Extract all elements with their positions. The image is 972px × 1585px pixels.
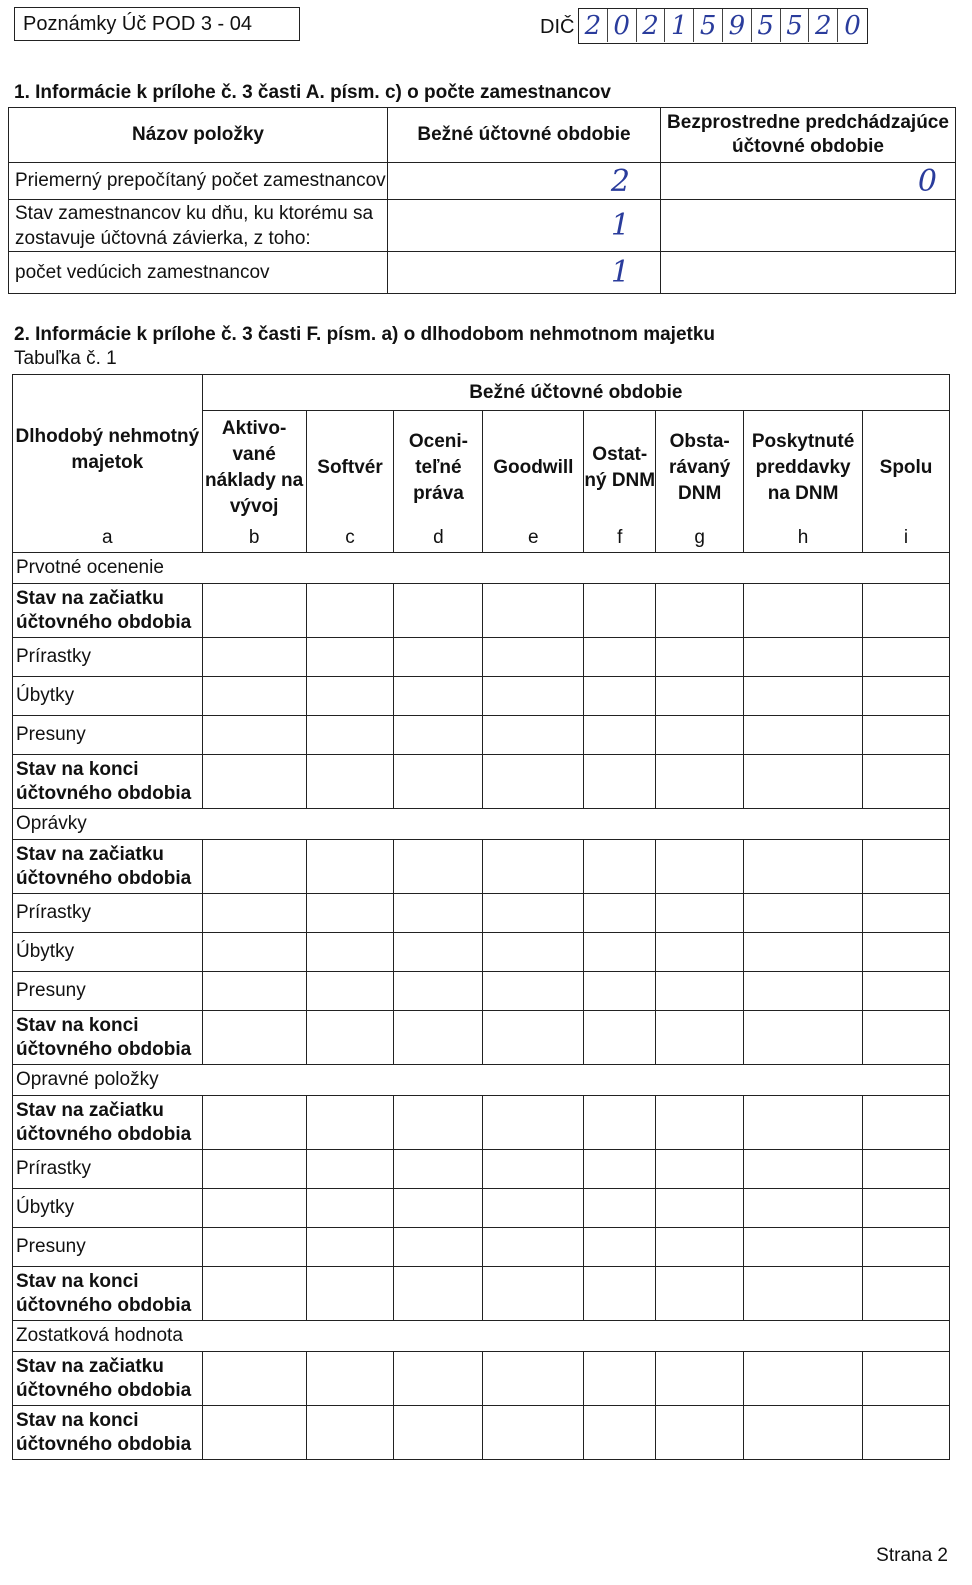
table-row	[13, 840, 950, 894]
value-cell[interactable]	[483, 755, 584, 809]
col-header: Oceni-teľné práva	[394, 411, 483, 525]
value-cell[interactable]	[656, 1267, 744, 1321]
value-cell[interactable]	[306, 677, 394, 716]
value-cell[interactable]	[483, 933, 584, 972]
value-cell[interactable]	[744, 1011, 863, 1065]
col-header: Spolu	[863, 411, 950, 525]
dic-digit: 9	[723, 9, 752, 42]
value-cell[interactable]	[584, 1096, 656, 1150]
value-cell[interactable]	[656, 755, 744, 809]
dic-digit: 5	[781, 9, 810, 42]
row-label: Presuny	[13, 972, 203, 1011]
table-row	[13, 1352, 950, 1406]
value-cell[interactable]	[483, 1267, 584, 1321]
value-cell[interactable]	[483, 1096, 584, 1150]
dic-digit: 5	[694, 9, 723, 42]
value-cell[interactable]	[202, 1352, 306, 1406]
value-cell[interactable]	[863, 755, 950, 809]
value-cell[interactable]	[483, 1352, 584, 1406]
value-cell[interactable]	[584, 894, 656, 933]
dic-digit: 0	[608, 9, 637, 42]
col-letter: f	[584, 525, 656, 553]
row-label: Stav na konci účtovného obdobia	[13, 1406, 203, 1460]
period-header: Bežné účtovné obdobie	[202, 375, 949, 411]
value-cell[interactable]	[863, 1267, 950, 1321]
value-cell[interactable]	[483, 1189, 584, 1228]
value-cell[interactable]	[656, 1189, 744, 1228]
value-cell[interactable]	[306, 1011, 394, 1065]
row-label: Stav na začiatku účtovného obdobia	[13, 1096, 203, 1150]
intangible-assets-table	[12, 374, 950, 1460]
value-cell[interactable]	[306, 1228, 394, 1267]
value-previous	[661, 252, 956, 294]
group-title: Opravné položky	[13, 1065, 950, 1096]
value-cell[interactable]	[394, 1267, 483, 1321]
value-cell[interactable]	[202, 1189, 306, 1228]
value-cell[interactable]	[863, 1189, 950, 1228]
table-row	[13, 1406, 950, 1460]
col-letter: c	[306, 525, 394, 553]
value-cell[interactable]	[656, 894, 744, 933]
col-header-current: Bežné účtovné obdobie	[388, 108, 661, 163]
value-cell[interactable]	[584, 638, 656, 677]
value-cell[interactable]	[584, 972, 656, 1011]
value-cell[interactable]	[483, 894, 584, 933]
table-row	[13, 972, 950, 1011]
row-label: Stav na začiatku účtovného obdobia	[13, 1352, 203, 1406]
value-cell[interactable]	[584, 1228, 656, 1267]
value-cell[interactable]	[394, 584, 483, 638]
value-cell[interactable]	[863, 1352, 950, 1406]
value-cell[interactable]	[483, 584, 584, 638]
group-title: Oprávky	[13, 809, 950, 840]
value-cell[interactable]	[863, 933, 950, 972]
value-cell[interactable]	[394, 755, 483, 809]
section1-title: 1. Informácie k prílohe č. 3 časti A. písm. c) o počte zamestnancov	[14, 82, 611, 103]
section2-title: 2. Informácie k prílohe č. 3 časti F. písm. a) o dlhodobom nehmotnom majetku	[14, 324, 716, 345]
first-col-header: Dlhodobý nehmotný majetok	[13, 375, 203, 525]
value-cell[interactable]	[483, 1011, 584, 1065]
value-cell[interactable]	[394, 933, 483, 972]
value-cell[interactable]	[584, 755, 656, 809]
value-cell[interactable]	[394, 1406, 483, 1460]
col-letter: a	[13, 525, 203, 553]
dic-field	[578, 8, 868, 44]
value-cell[interactable]	[202, 638, 306, 677]
table-row	[13, 755, 950, 809]
value-cell[interactable]	[656, 1011, 744, 1065]
value-cell[interactable]	[863, 1011, 950, 1065]
row-label: Prírastky	[13, 638, 203, 677]
value-cell[interactable]	[202, 755, 306, 809]
value-cell[interactable]	[202, 840, 306, 894]
group-title: Zostatková hodnota	[13, 1321, 950, 1352]
value-cell[interactable]	[483, 1406, 584, 1460]
row-label: počet vedúcich zamestnancov	[9, 252, 388, 294]
row-label: Úbytky	[13, 933, 203, 972]
value-cell[interactable]	[394, 677, 483, 716]
row-label: Priemerný prepočítaný počet zamestnancov	[9, 163, 388, 200]
value-cell[interactable]	[656, 716, 744, 755]
value-cell[interactable]	[744, 894, 863, 933]
group-title: Prvotné ocenenie	[13, 553, 950, 584]
value-cell[interactable]	[483, 716, 584, 755]
value-cell[interactable]	[863, 584, 950, 638]
col-letter: e	[483, 525, 584, 553]
value-cell[interactable]	[744, 716, 863, 755]
value-cell[interactable]	[656, 1096, 744, 1150]
value-cell[interactable]	[483, 840, 584, 894]
table-row	[13, 638, 950, 677]
col-letter: h	[744, 525, 863, 553]
value-cell[interactable]	[483, 638, 584, 677]
value-cell[interactable]	[744, 1352, 863, 1406]
value-cell[interactable]	[584, 933, 656, 972]
value-cell[interactable]	[394, 1228, 483, 1267]
table-row	[13, 1189, 950, 1228]
value-cell[interactable]	[394, 1352, 483, 1406]
value-cell[interactable]	[483, 1228, 584, 1267]
value-cell[interactable]	[202, 716, 306, 755]
value-cell[interactable]	[394, 894, 483, 933]
row-label: Úbytky	[13, 677, 203, 716]
value-current: 1	[388, 200, 661, 252]
row-label: Stav na konci účtovného obdobia	[13, 755, 203, 809]
row-label: Stav na začiatku účtovného obdobia	[13, 840, 203, 894]
value-cell[interactable]	[656, 1406, 744, 1460]
form-title: Poznámky Úč POD 3 - 04	[14, 7, 300, 41]
value-cell[interactable]	[863, 1096, 950, 1150]
value-cell[interactable]	[202, 1228, 306, 1267]
value-cell[interactable]	[306, 638, 394, 677]
value-cell[interactable]	[744, 933, 863, 972]
value-cell[interactable]	[584, 1267, 656, 1321]
value-cell[interactable]	[394, 840, 483, 894]
value-cell[interactable]	[202, 894, 306, 933]
value-cell[interactable]	[394, 1096, 483, 1150]
value-cell[interactable]	[306, 972, 394, 1011]
value-cell[interactable]	[656, 972, 744, 1011]
value-cell[interactable]	[656, 1352, 744, 1406]
col-header: Ostat-ný DNM	[584, 411, 656, 525]
value-cell[interactable]	[744, 840, 863, 894]
value-cell[interactable]	[306, 1406, 394, 1460]
value-cell[interactable]	[584, 1406, 656, 1460]
value-cell[interactable]	[394, 1150, 483, 1189]
value-cell[interactable]	[202, 677, 306, 716]
value-current: 1	[388, 252, 661, 294]
value-cell[interactable]	[863, 638, 950, 677]
row-label: Stav na začiatku účtovného obdobia	[13, 584, 203, 638]
value-cell[interactable]	[306, 1189, 394, 1228]
value-cell[interactable]	[744, 1228, 863, 1267]
value-cell[interactable]	[744, 1150, 863, 1189]
value-cell[interactable]	[306, 840, 394, 894]
value-cell[interactable]	[863, 677, 950, 716]
value-cell[interactable]	[744, 1096, 863, 1150]
value-cell[interactable]	[202, 972, 306, 1011]
value-cell[interactable]	[744, 1267, 863, 1321]
value-cell[interactable]	[863, 840, 950, 894]
col-header: Goodwill	[483, 411, 584, 525]
value-cell[interactable]	[394, 638, 483, 677]
value-cell[interactable]	[306, 894, 394, 933]
page-number: Strana 2	[876, 1545, 948, 1566]
value-cell[interactable]	[744, 1189, 863, 1228]
row-label: Úbytky	[13, 1189, 203, 1228]
value-cell[interactable]	[863, 894, 950, 933]
value-cell[interactable]	[744, 1406, 863, 1460]
dic-digit: 2	[579, 9, 608, 42]
col-header: Softvér	[306, 411, 394, 525]
value-cell[interactable]	[744, 677, 863, 716]
value-cell[interactable]	[656, 933, 744, 972]
col-header-item: Názov položky	[9, 108, 388, 163]
col-header: Aktivo-vané náklady na vývoj	[202, 411, 306, 525]
row-label: Prírastky	[13, 1150, 203, 1189]
value-cell[interactable]	[202, 1096, 306, 1150]
value-cell[interactable]	[584, 716, 656, 755]
value-cell[interactable]	[306, 584, 394, 638]
value-cell[interactable]	[744, 584, 863, 638]
value-cell[interactable]	[394, 1189, 483, 1228]
row-label: Stav zamestnancov ku dňu, ku ktorému sa zostavuje účtovná závierka, z toho:	[9, 200, 388, 252]
value-cell[interactable]	[584, 1150, 656, 1189]
value-cell[interactable]	[202, 1011, 306, 1065]
value-cell[interactable]	[306, 1267, 394, 1321]
value-cell[interactable]	[306, 933, 394, 972]
row-label: Stav na konci účtovného obdobia	[13, 1011, 203, 1065]
value-cell[interactable]	[744, 638, 863, 677]
value-cell[interactable]	[306, 716, 394, 755]
value-cell[interactable]	[656, 840, 744, 894]
table-row	[13, 716, 950, 755]
col-header-previous: Bezprostredne predchádzajúce účtovné obdobie	[661, 108, 956, 163]
dic-digit: 2	[637, 9, 666, 42]
table-row	[13, 1096, 950, 1150]
value-cell[interactable]	[584, 840, 656, 894]
dic-digit: 0	[844, 11, 861, 41]
col-letter: d	[394, 525, 483, 553]
dic-digit: 5	[752, 9, 781, 42]
value-cell[interactable]	[202, 584, 306, 638]
value-cell[interactable]	[863, 1228, 950, 1267]
value-cell[interactable]	[483, 972, 584, 1011]
col-letter: b	[202, 525, 306, 553]
value-cell[interactable]	[584, 584, 656, 638]
value-current: 2	[388, 163, 661, 200]
value-cell[interactable]	[744, 972, 863, 1011]
table-caption: Tabuľka č. 1	[14, 348, 117, 369]
value-previous: 0	[661, 163, 956, 200]
table-row	[13, 1267, 950, 1321]
value-cell[interactable]	[656, 677, 744, 716]
value-cell[interactable]	[394, 972, 483, 1011]
table-row	[13, 584, 950, 638]
col-header: Poskytnuté preddavky na DNM	[744, 411, 863, 525]
value-previous	[661, 200, 956, 252]
value-cell[interactable]	[394, 716, 483, 755]
value-cell[interactable]	[744, 755, 863, 809]
value-cell[interactable]	[584, 677, 656, 716]
value-cell[interactable]	[584, 1352, 656, 1406]
dic-digit: 1	[665, 9, 694, 42]
row-label: Stav na konci účtovného obdobia	[13, 1267, 203, 1321]
value-cell[interactable]	[306, 755, 394, 809]
employees-table	[8, 107, 956, 294]
value-cell[interactable]	[394, 1011, 483, 1065]
dic-digit: 2	[809, 9, 838, 42]
table-row	[13, 677, 950, 716]
value-cell[interactable]	[656, 1150, 744, 1189]
value-cell[interactable]	[306, 1352, 394, 1406]
table-row	[13, 1150, 950, 1189]
table-row	[13, 894, 950, 933]
row-label: Prírastky	[13, 894, 203, 933]
value-cell[interactable]	[656, 1228, 744, 1267]
value-cell[interactable]	[306, 1096, 394, 1150]
value-cell[interactable]	[202, 933, 306, 972]
value-cell[interactable]	[306, 1150, 394, 1189]
value-cell[interactable]	[202, 1406, 306, 1460]
dic-label: DIČ	[540, 16, 575, 38]
table-row	[13, 933, 950, 972]
value-cell[interactable]	[584, 1189, 656, 1228]
table-row	[13, 1228, 950, 1267]
col-letter: g	[656, 525, 744, 553]
row-label: Presuny	[13, 716, 203, 755]
col-header: Obsta-rávaný DNM	[656, 411, 744, 525]
col-letter: i	[863, 525, 950, 553]
value-cell[interactable]	[863, 716, 950, 755]
table-row	[13, 1011, 950, 1065]
value-cell[interactable]	[863, 972, 950, 1011]
value-cell[interactable]	[483, 1150, 584, 1189]
value-cell[interactable]	[656, 638, 744, 677]
row-label: Presuny	[13, 1228, 203, 1267]
value-cell[interactable]	[202, 1267, 306, 1321]
value-cell[interactable]	[656, 584, 744, 638]
value-cell[interactable]	[202, 1150, 306, 1189]
value-cell[interactable]	[863, 1150, 950, 1189]
value-cell[interactable]	[584, 1011, 656, 1065]
value-cell[interactable]	[483, 677, 584, 716]
value-cell[interactable]	[863, 1406, 950, 1460]
